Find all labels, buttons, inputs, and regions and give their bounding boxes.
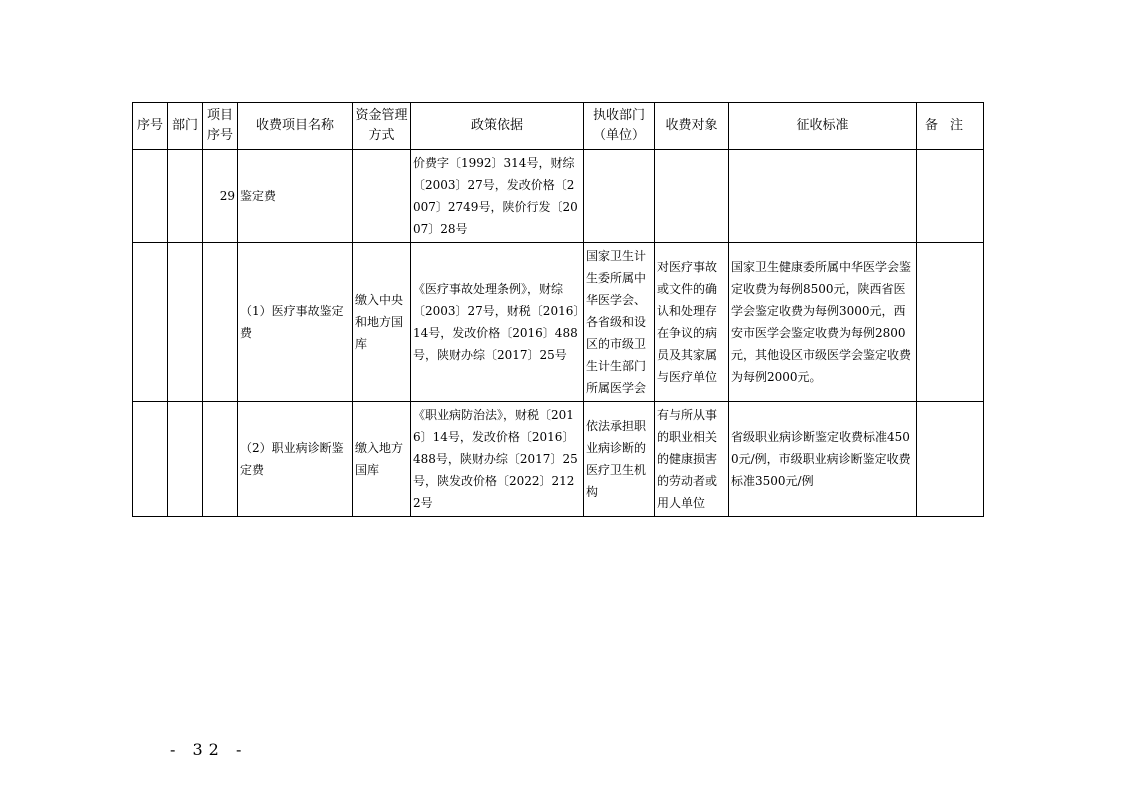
- cell-unit: 国家卫生计生委所属中华医学会、各省级和设区的市级卫生计生部门所属医学会: [584, 243, 655, 402]
- header-unit: 执收部门（单位）: [584, 103, 655, 150]
- cell-fund: 缴入中央和地方国库: [353, 243, 411, 402]
- cell-name: （2）职业病诊断鉴定费: [238, 402, 353, 517]
- page-number: - 32 -: [170, 740, 248, 759]
- cell-name: （1）医疗事故鉴定费: [238, 243, 353, 402]
- header-standard: 征收标准: [729, 103, 917, 150]
- cell-notes: [917, 150, 984, 243]
- cell-dept: [168, 243, 203, 402]
- cell-target: 对医疗事故或文件的确认和处理存在争议的病员及其家属与医疗单位: [655, 243, 729, 402]
- cell-notes: [917, 402, 984, 517]
- cell-dept: [168, 150, 203, 243]
- header-fund: 资金管理方式: [353, 103, 411, 150]
- table-header-row: [133, 103, 984, 150]
- cell-target: 有与所从事的职业相关的健康损害的劳动者或用人单位: [655, 402, 729, 517]
- cell-unit: [584, 150, 655, 243]
- cell-dept: [168, 402, 203, 517]
- cell-standard: 国家卫生健康委所属中华医学会鉴定收费为每例8500元，陕西省医学会鉴定收费为每例3000元，西安市医学会鉴定收费为每例2800元，其他设区市级医学会鉴定收费为每例2000元。: [729, 243, 917, 402]
- cell-notes: [917, 243, 984, 402]
- cell-standard: 省级职业病诊断鉴定收费标准4500元/例，市级职业病诊断鉴定收费标准3500元/例: [729, 402, 917, 517]
- header-notes: 备注: [917, 103, 984, 150]
- cell-policy: 《医疗事故处理条例》，财综〔2003〕27号，财税〔2016〕14号，发改价格〔2016〕488号，陕财办综〔2017〕25号: [411, 243, 584, 402]
- header-seq: 序号: [133, 103, 168, 150]
- cell-seq: [133, 150, 168, 243]
- header-target: 收费对象: [655, 103, 729, 150]
- cell-seq: [133, 243, 168, 402]
- header-policy: 政策依据: [411, 103, 584, 150]
- header-name: 收费项目名称: [238, 103, 353, 150]
- cell-item-seq: [203, 243, 238, 402]
- table-row: [133, 150, 984, 243]
- table-row: [133, 243, 984, 402]
- cell-fund: 缴入地方国库: [353, 402, 411, 517]
- header-dept: 部门: [168, 103, 203, 150]
- header-item-seq: 项目序号: [203, 103, 238, 150]
- cell-item-seq: [203, 402, 238, 517]
- cell-unit: 依法承担职业病诊断的医疗卫生机构: [584, 402, 655, 517]
- cell-seq: [133, 402, 168, 517]
- fee-table: [132, 102, 984, 517]
- cell-name: 鉴定费: [238, 150, 353, 243]
- cell-standard: [729, 150, 917, 243]
- cell-target: [655, 150, 729, 243]
- cell-item-seq: 29: [203, 150, 238, 243]
- cell-policy: 《职业病防治法》，财税〔2016〕14号，发改价格〔2016〕488号，陕财办综〔2017〕25号，陕发改价格〔2022〕2122号: [411, 402, 584, 517]
- cell-fund: [353, 150, 411, 243]
- table-row: [133, 402, 984, 517]
- cell-policy: 价费字〔1992〕314号，财综〔2003〕27号，发改价格〔2007〕2749号，陕价行发〔2007〕28号: [411, 150, 584, 243]
